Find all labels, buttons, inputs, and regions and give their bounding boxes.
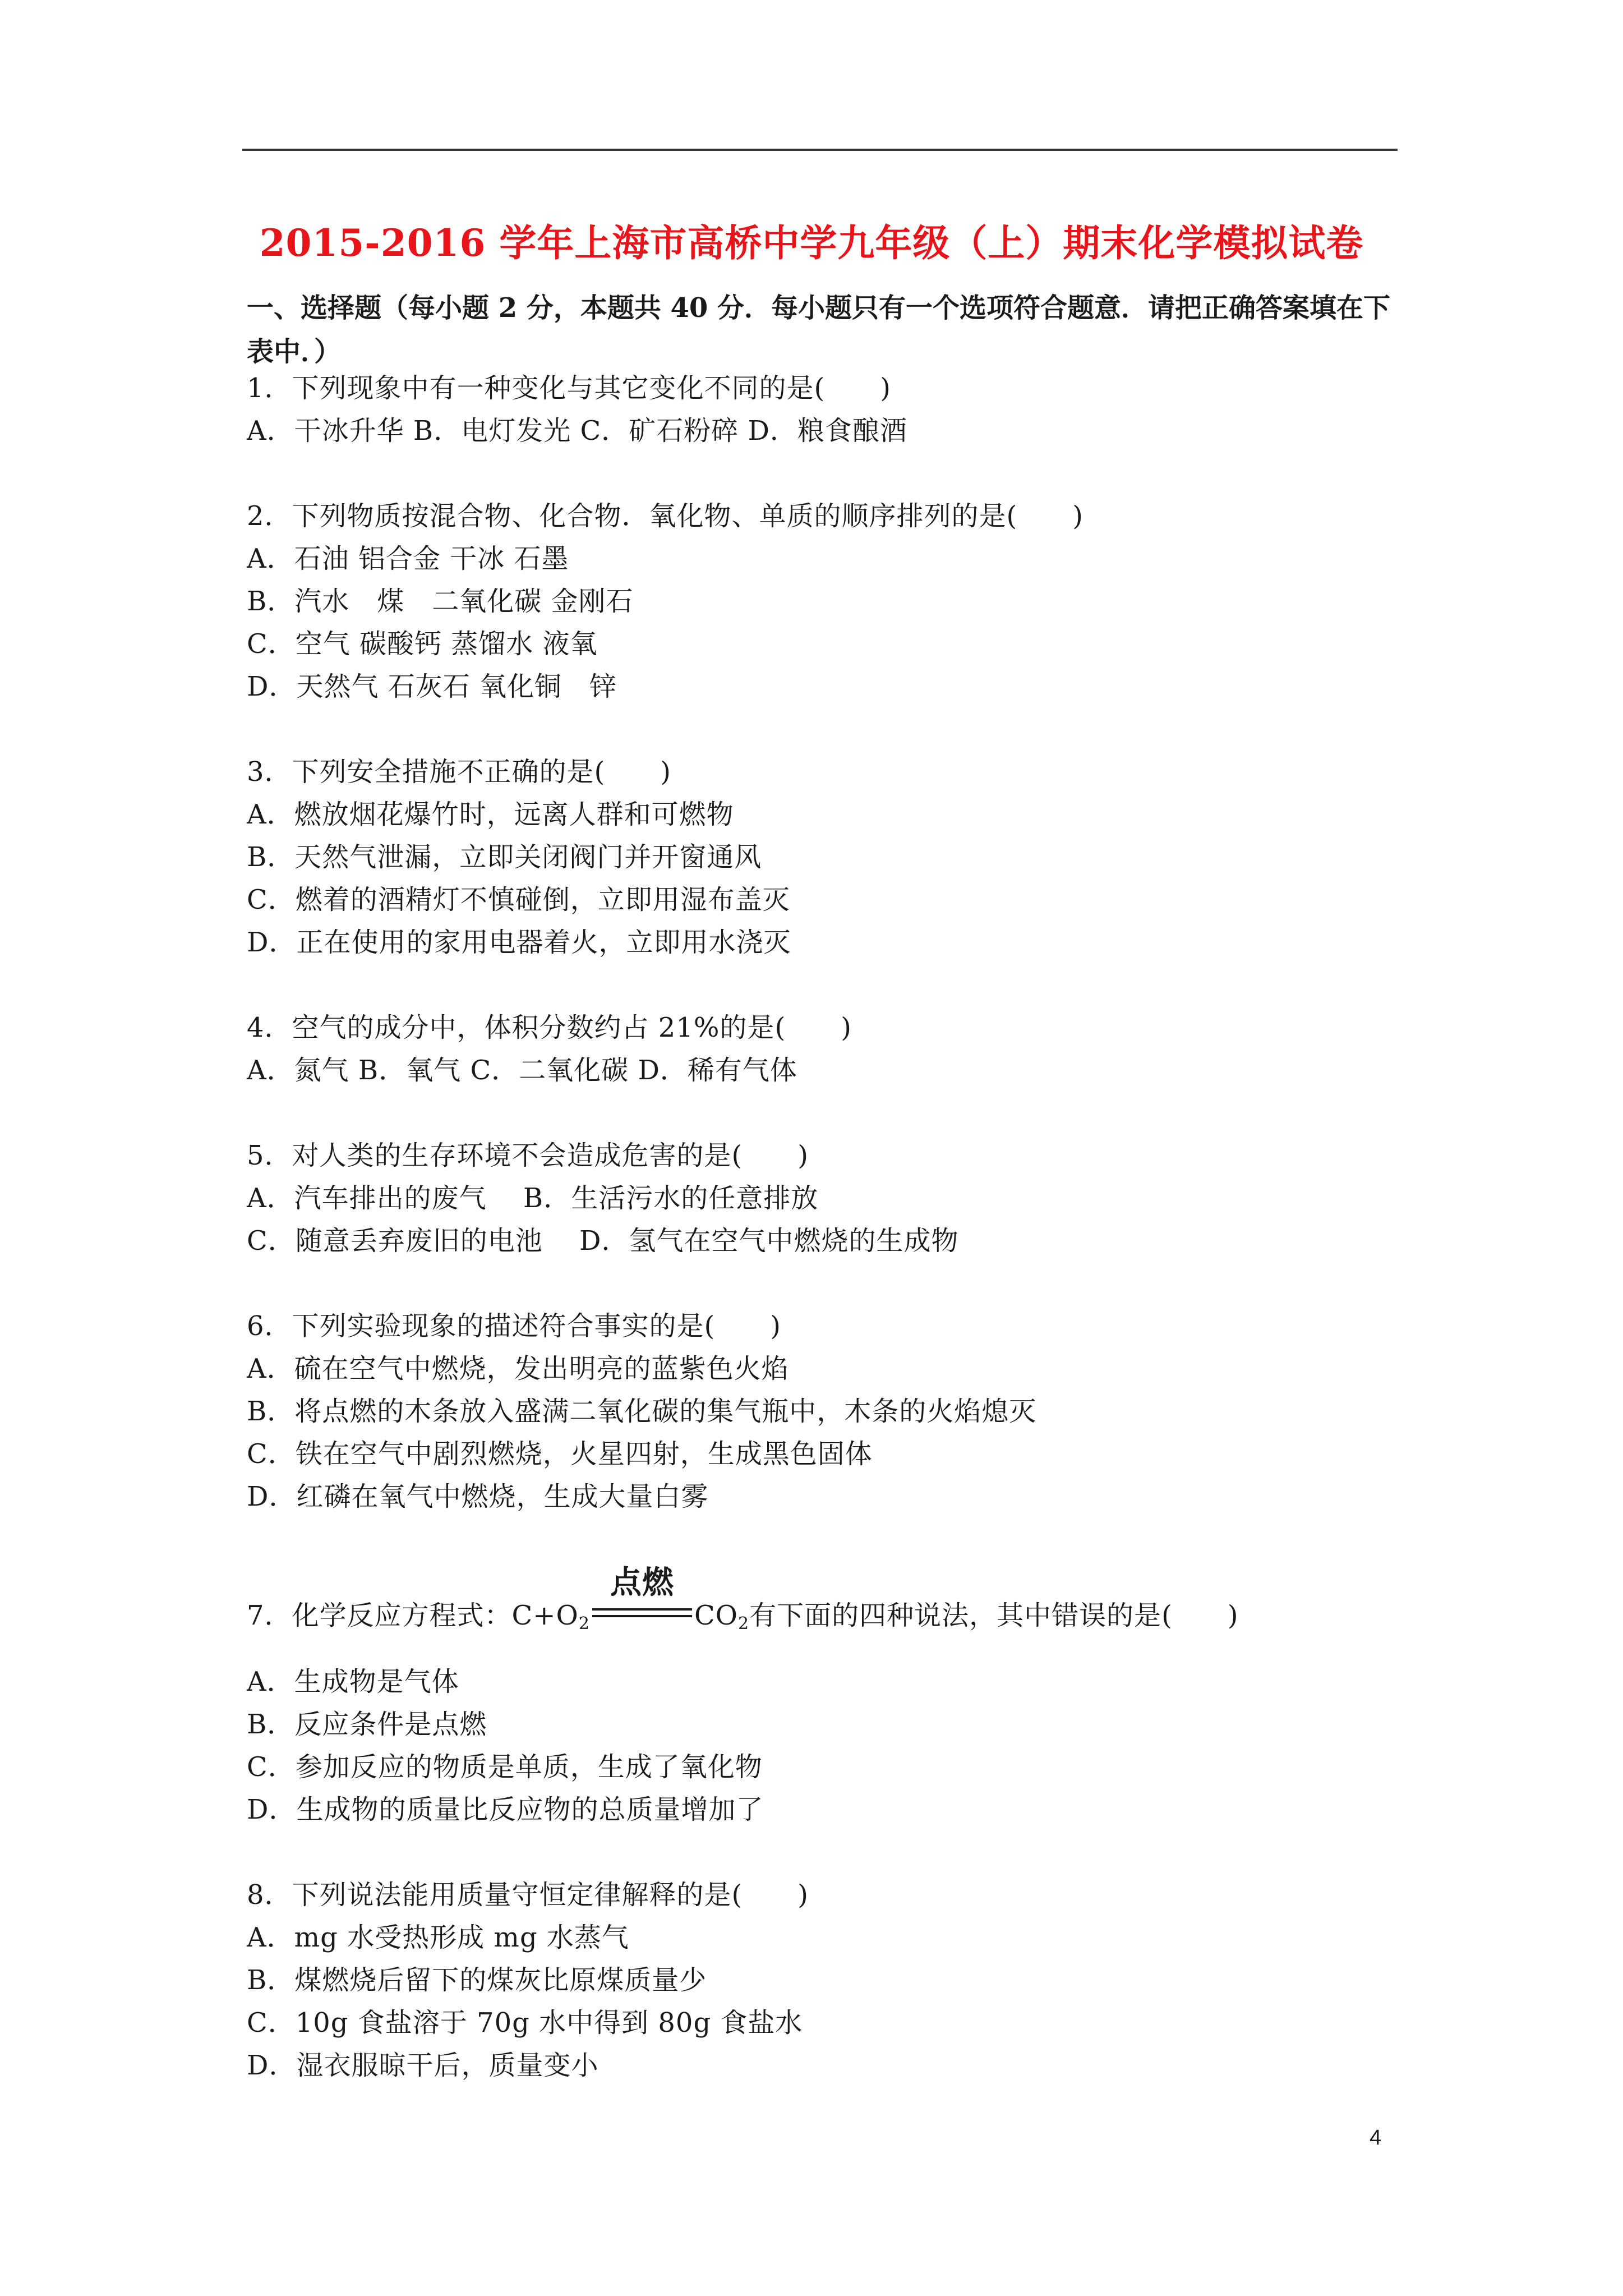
q7-stem <box>247 1565 1239 1635</box>
q6-option-a: A．硫在空气中燃烧，发出明亮的蓝紫色火焰 <box>247 1353 789 1384</box>
q4-stem: 4．空气的成分中，体积分数约占 21%的是( ) <box>247 1012 852 1043</box>
q2-option-a: A．石油 铝合金 干冰 石墨 <box>247 543 569 574</box>
q6-option-c: C．铁在空气中剧烈燃烧，火星四射，生成黑色固体 <box>247 1438 873 1470</box>
q5-options-cd: C．随意丢弃废旧的电池 D．氢气在空气中燃烧的生成物 <box>247 1225 959 1257</box>
q3-option-a: A．燃放烟花爆竹时，远离人群和可燃物 <box>247 799 734 830</box>
q2-stem: 2．下列物质按混合物、化合物．氧化物、单质的顺序排列的是( ) <box>247 500 1083 532</box>
q1-options: A．干冰升华 B．电灯发光 C．矿石粉碎 D．粮食酿酒 <box>247 415 907 447</box>
q7-option-a: A．生成物是气体 <box>247 1666 459 1697</box>
q2-option-d: D．天然气 石灰石 氧化铜 锌 <box>247 671 617 702</box>
header-rule <box>242 149 1398 151</box>
q2-option-c: C．空气 碳酸钙 蒸馏水 液氧 <box>247 628 598 660</box>
q2-option-b: B．汽水 煤 二氧化碳 金刚石 <box>247 586 634 617</box>
q8-stem: 8．下列说法能用质量守恒定律解释的是( ) <box>247 1879 809 1911</box>
q7-suffix: 有下面的四种说法，其中错误的是( ) <box>749 1600 1239 1631</box>
q7-product: CO <box>694 1600 739 1631</box>
q1-stem: 1．下列现象中有一种变化与其它变化不同的是( ) <box>247 372 891 404</box>
q6-option-d: D．红磷在氧气中燃烧，生成大量白雾 <box>247 1481 709 1512</box>
section-heading: 一、选择题（每小题 2 分，本题共 40 分．每小题只有一个选项符合题意．请把正确答案填在下表中．） <box>247 292 1391 367</box>
q6-stem: 6．下列实验现象的描述符合事实的是( ) <box>247 1310 781 1342</box>
q7-sub2: 2 <box>738 1614 750 1634</box>
q8-option-a: A．mg 水受热形成 mg 水蒸气 <box>247 1922 629 1953</box>
q5-stem: 5．对人类的生存环境不会造成危害的是( ) <box>247 1140 809 1171</box>
q3-stem: 3．下列安全措施不正确的是( ) <box>247 756 671 788</box>
q7-prefix: 7．化学反应方程式：C+O <box>247 1600 579 1631</box>
q8-option-b: B．煤燃烧后留下的煤灰比原煤质量少 <box>247 1964 707 1996</box>
page-title: 2015-2016 学年上海市高桥中学九年级（上）期末化学模拟试卷 <box>259 221 1364 265</box>
q7-sub1: 2 <box>578 1614 590 1634</box>
q3-option-c: C．燃着的酒精灯不慎碰倒，立即用湿布盖灭 <box>247 884 790 915</box>
reaction-arrow <box>590 1565 694 1635</box>
q7-option-b: B．反应条件是点燃 <box>247 1709 487 1740</box>
q6-option-b: B．将点燃的木条放入盛满二氧化碳的集气瓶中，木条的火焰熄灭 <box>247 1396 1037 1427</box>
q5-options-ab: A．汽车排出的废气 B．生活污水的任意排放 <box>247 1182 819 1214</box>
q7-option-c: C．参加反应的物质是单质，生成了氧化物 <box>247 1751 763 1783</box>
q7-option-d: D．生成物的质量比反应物的总质量增加了 <box>247 1794 764 1825</box>
q4-options: A．氮气 B．氧气 C．二氧化碳 D．稀有气体 <box>247 1055 797 1086</box>
q3-option-d: D．正在使用的家用电器着火，立即用水浇灭 <box>247 927 791 958</box>
q8-option-d: D．湿衣服晾干后，质量变小 <box>247 2050 599 2081</box>
q8-option-c: C．10g 食盐溶于 70g 水中得到 80g 食盐水 <box>247 2007 803 2039</box>
reaction-condition: 点燃 <box>610 1565 674 1601</box>
q3-option-b: B．天然气泄漏，立即关闭阀门并开窗通风 <box>247 841 762 873</box>
page-number: 4 <box>1370 2126 1382 2150</box>
